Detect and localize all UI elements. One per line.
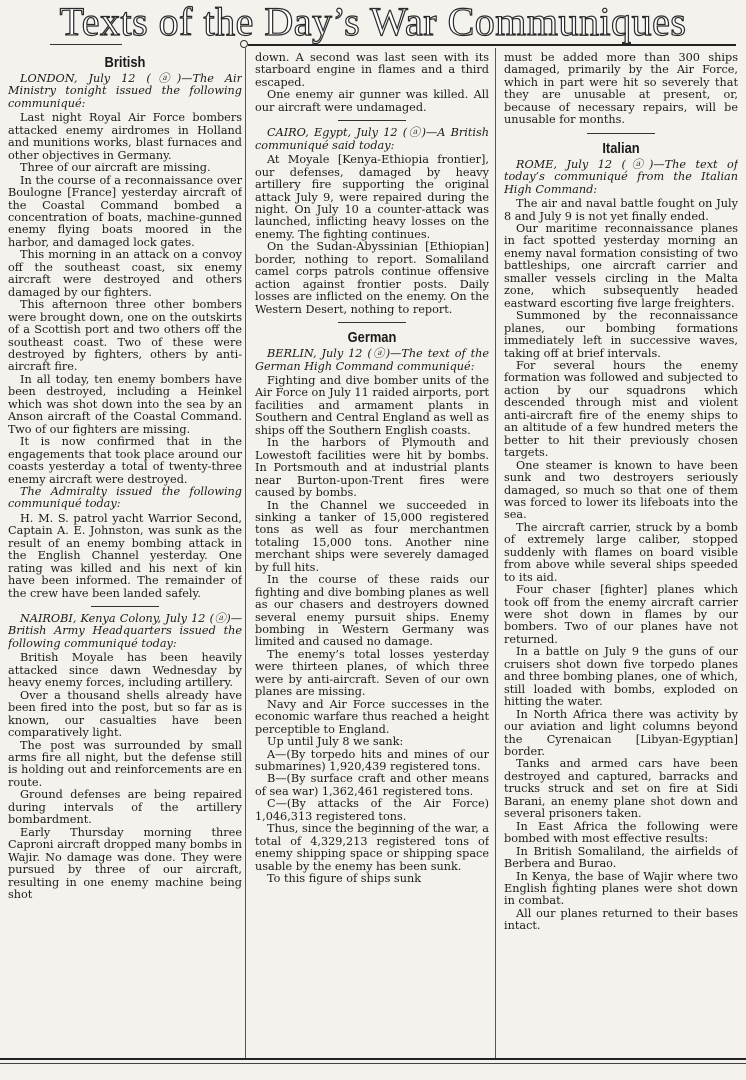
paragraph: One enemy air gunner was killed. All our aircraft were undamaged. [255, 88, 489, 114]
page-title: Texts of the Day’s War Communiques [59, 0, 687, 44]
section-divider [91, 606, 159, 607]
paragraph: This afternoon three other bombers were brought down, one on the outskirts of a Scottish port and two others off the southeast coast. Two of these were destroyed by fighters, others by anti-aircraft fire. [8, 298, 242, 374]
paragraph: H. M. S. patrol yacht Warrior Second, Captain A. E. Johnston, was sunk as the result of an enemy bombing attack in the English Channel yesterday. One rating was killed and his next of kin have been informed. The remainder of the crew have been landed safely. [8, 511, 242, 600]
paragraph: Over a thousand shells already have been fired into the post, but so far as is known, our casualties have been comparatively light. [8, 688, 242, 740]
paragraph: All our planes returned to their bases intact. [504, 906, 738, 933]
dateline: CAIRO, Egypt, July 12 (ⓐ)—A British communiqué said today: [255, 126, 489, 152]
paragraph: Fighting and dive bomber units of the Air Force on July 11 raided airports, port facilities and armament plants in Southern and Central England as well as ships off the Southern English coasts. [255, 373, 489, 437]
paragraph: In the harbors of Plymouth and Lowestoft facilities were hit by bombs. In Portsmouth and at industrial plants near Burton-upon-Trent fires were caused by bombs. [255, 436, 489, 500]
paragraph: B—(By surface craft and other means of sea war) 1,362,461 registered tons. [255, 772, 489, 798]
paragraph: Early Thursday morning three Caproni aircraft dropped many bombs in Wajir. No damage was done. They were pursued by three of our aircraft, resulting in one enemy machine being shot [8, 825, 242, 901]
paragraph: In the course of these raids our fighting and dive bombing planes as well as our chasers and destroyers downed several enemy pursuit ships. Enemy bombing in Western Germany was limited and caused no damage. [255, 573, 489, 649]
paragraph: The aircraft carrier, struck by a bomb of extremely large caliber, stopped suddenly with flames on board visible from above while several ships speeded to its aid. [504, 520, 738, 584]
paragraph: In East Africa the following were bombed with most effective results: [504, 819, 738, 846]
paragraph: Thus, since the beginning of the war, a total of 4,329,213 registered tons of enemy shipping space or shipping space usable by the enemy has been sunk. [255, 822, 489, 873]
paragraph: Up until July 8 we sank: [267, 735, 404, 749]
paragraph: Last night Royal Air Force bombers attacked enemy airdromes in Holland and munitions works, blast furnaces and other objectives in Germany. [8, 111, 242, 162]
paragraph: To this figure of ships sunk [267, 872, 422, 886]
paragraph: Four chaser [fighter] planes which took off from the enemy aircraft carrier were shot down in flames by our bombers. Two of our planes have not returned. [504, 583, 738, 646]
section-heading: British [104, 54, 146, 71]
section-divider [338, 120, 406, 121]
paragraph: C—(By attacks of the Air Force) 1,046,313 registered tons. [255, 797, 489, 823]
paragraph: Summoned by the reconnaissance planes, our bombing formations immediately left in successive waves, taking off at brief intervals. [504, 309, 738, 360]
paragraph: This morning in an attack on a convoy off the southeast coast, six enemy aircraft were destroyed and others damaged by our fighters. [8, 248, 242, 299]
bottom-rule [0, 1058, 746, 1060]
paragraph: The air and naval battle fought on July 8 and July 9 is not yet finally ended. [504, 197, 738, 223]
bottom-rule-thin [0, 1063, 746, 1064]
title-rule-left [50, 44, 122, 45]
section-heading: Italian [602, 139, 640, 157]
paragraph: It is now confirmed that in the engagements that took place around our coasts yesterday a total of twenty-three enemy aircraft were destroyed. [8, 435, 242, 486]
paragraph: The enemy’s total losses yesterday were thirteen planes, of which three were by anti-aircraft. Seven of our own planes are missing. [255, 647, 489, 699]
paragraph: In a battle on July 9 the guns of our cruisers shot down five torpedo planes and three bombing planes, one of which, still loaded with bombs, exploded on hitting the water. [504, 645, 738, 709]
ornament-icon [240, 40, 248, 48]
dateline: BERLIN, July 12 (ⓐ)—The text of the German High Command communiqué: [255, 347, 489, 373]
section-divider [338, 322, 406, 323]
paragraph: Navy and Air Force successes in the economic warfare thus reached a height perceptible to England. [255, 697, 489, 736]
paragraph: At Moyale [Kenya-Ethiopia frontier], our defenses, damaged by heavy artillery fire supporting the original attack July 9, were repaired during the night. On July 10 a counter-attack was launched, inflicting heavy losses on the enemy. The fighting continues. [255, 153, 489, 241]
paragraph: Our maritime reconnaissance planes in fact spotted yesterday morning an enemy naval formation consisting of two battleships, one aircraft carrier and smaller vessels circling in the Malta zone, which subsequently headed eastward escorting five large freighters. [504, 221, 738, 310]
title-rule-right [248, 44, 736, 46]
section-heading: German [347, 329, 397, 347]
section-divider [587, 133, 655, 134]
paragraph: One steamer is known to have been sunk and two destroyers seriously damaged, so much so that one of them was forced to lower its lifeboats into the sea. [504, 458, 738, 522]
dateline: The Admiralty issued the following communiqué today: [8, 484, 242, 511]
paragraph: In British Somaliland, the airfields of Berbera and Burao. [504, 844, 738, 871]
dateline: LONDON, July 12 (ⓐ)—The Air Ministry tonight issued the following communiqué: [8, 72, 242, 110]
paragraph: Tanks and armed cars have been destroyed and captured, barracks and trucks struck and set on fire at Sidi Barani, an enemy plane shot down and several prisoners taken. [504, 757, 738, 821]
paragraph: A—(By torpedo hits and mines of our submarines) 1,920,439 registered tons. [255, 747, 489, 774]
dateline: NAIROBI, Kenya Colony, July 12 (ⓐ)—British Army Headquarters issued the following communiqué today: [8, 612, 242, 650]
dateline: ROME, July 12 (ⓐ)—The text of today’s communiqué from the Italian High Command: [504, 157, 738, 196]
paragraph: The post was surrounded by small arms fire all night, but the defense still is holding out and reinforcements are en route. [8, 738, 242, 789]
column-divider [495, 48, 496, 1058]
paragraph: In all today, ten enemy bombers have been destroyed, including a Heinkel which was shot down into the sea by an Anson aircraft of the Coastal Command. Two of our fighters are missing. [8, 372, 242, 436]
paragraph: must be added more than 300 ships damaged, primarily by the Air Force, which in part were hit so severely that they are unusable at present, or, because of necessary repairs, will be unusable for months. [504, 52, 738, 127]
column-right [504, 52, 738, 1054]
paragraph: In the course of a reconnaissance over Boulogne [France] yesterday aircraft of the Coastal Command bombed a concentration of boats, machine-gunned enemy flying boats moored in the harbor, and damaged lock gates. [8, 173, 242, 249]
paragraph: Three of our aircraft are missing. [20, 161, 211, 175]
paragraph: For several hours the enemy formation was followed and subjected to action by our squadrons which descended through mist and violent anti-aircraft fire of the enemy ships to an altitude of a few hundred meters the better to hit their previously chosen targets. [504, 358, 738, 460]
paragraph: British Moyale has been heavily attacked since dawn Wednesday by heavy enemy forces, including artillery. [8, 651, 242, 690]
paragraph: Ground defenses are being repaired during intervals of the artillery bombardment. [8, 788, 242, 827]
column-british [8, 52, 242, 1054]
column-divider [245, 48, 246, 1058]
paragraph: In Kenya, the base of Wajir where two English fighting planes were shot down in combat. [504, 869, 738, 908]
paragraph: In North Africa there was activity by our aviation and light columns beyond the Cyrenaican [Libyan-Egyptian] border. [504, 707, 738, 759]
paragraph: On the Sudan-Abyssinian [Ethiopian] border, nothing to report. Somaliland camel corps patrols continue offensive action against frontier posts. Daily losses are inflicted on the enemy. On the Western Desert, nothing to report. [255, 240, 489, 316]
paragraph: down. A second was last seen with its starboard engine in flames and a third escaped. [255, 52, 489, 89]
column-middle [255, 52, 489, 1054]
paragraph: In the Channel we succeeded in sinking a tanker of 15,000 registered tons as well as four merchantmen totaling 15,000 tons. Another nine merchant ships were severely damaged by full hits. [255, 498, 489, 574]
